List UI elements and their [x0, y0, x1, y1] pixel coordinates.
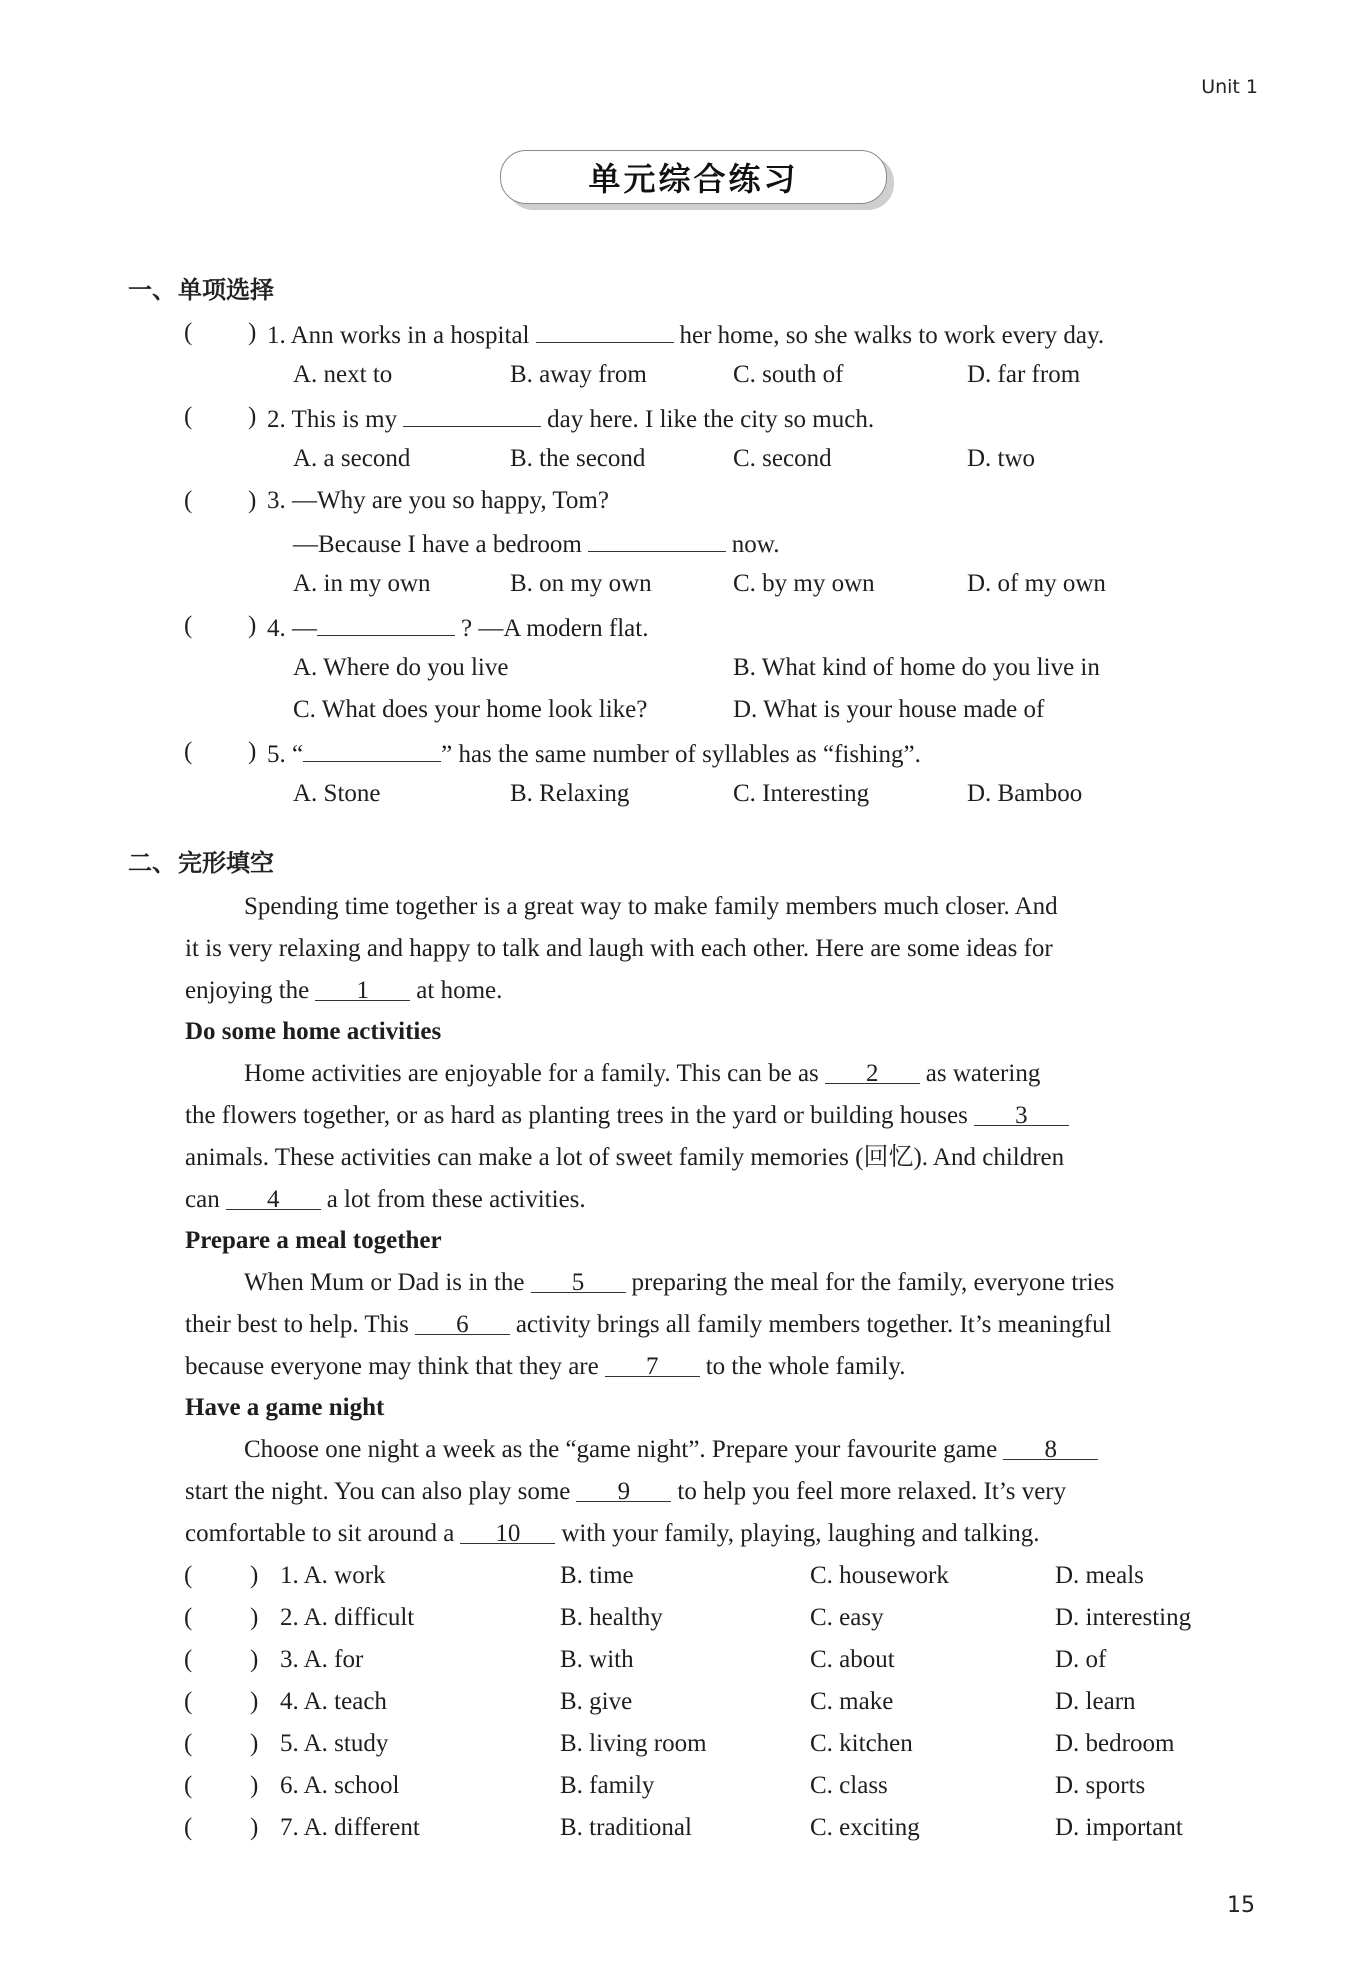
subheading-game-night: Have a game night: [185, 1394, 385, 1421]
answer-blank[interactable]: [317, 611, 455, 636]
option-b: B. What kind of home do you live in: [733, 654, 1100, 681]
passage-line: [185, 1310, 1112, 1340]
answer-paren[interactable]: (: [184, 612, 193, 639]
passage-line: [185, 1185, 586, 1215]
section-2-title: 完形填空: [178, 849, 274, 877]
answer-paren-close: ): [250, 1562, 259, 1589]
cloze-blank-7[interactable]: 7: [605, 1352, 700, 1377]
question-3-stem: 3. —Why are you so happy, Tom?: [267, 487, 609, 514]
passage-text: comfortable to sit around a: [185, 1520, 455, 1547]
answer-blank[interactable]: [403, 402, 541, 427]
answer-blank[interactable]: [303, 737, 441, 762]
option-d: D. learn: [1055, 1688, 1136, 1715]
option-b: B. time: [560, 1562, 634, 1589]
passage-text: Choose one night a week as the “game night”. Prepare your favourite game: [244, 1436, 998, 1463]
option-a: 3. A. for: [280, 1646, 364, 1673]
title-box: [500, 150, 887, 204]
passage-line: [244, 1435, 1104, 1465]
passage-text: When Mum or Dad is in the: [244, 1269, 525, 1296]
answer-blank[interactable]: [588, 527, 726, 552]
subheading-prepare-meal: Prepare a meal together: [185, 1227, 442, 1254]
answer-paren-close: ): [250, 1604, 259, 1631]
answer-paren[interactable]: (: [184, 1814, 193, 1841]
answer-paren[interactable]: (: [184, 738, 193, 765]
option-a: 6. A. school: [280, 1772, 400, 1799]
question-1-stem-end: her home, so she walks to work every day.: [679, 322, 1105, 349]
section-1-heading: [128, 270, 274, 305]
page-number: 15: [1227, 1893, 1255, 1918]
option-b: B. family: [560, 1772, 655, 1799]
cloze-blank-9[interactable]: 9: [576, 1477, 671, 1502]
option-b: B. living room: [560, 1730, 707, 1757]
option-a: 4. A. teach: [280, 1688, 387, 1715]
answer-paren-close: ): [250, 1814, 259, 1841]
passage-line: [185, 1352, 905, 1382]
passage-text: as watering: [925, 1060, 1041, 1087]
option-d: D. bedroom: [1055, 1730, 1175, 1757]
subheading-home-activities: Do some home activities: [185, 1018, 442, 1045]
option-a: 7. A. different: [280, 1814, 420, 1841]
option-c: C. second: [733, 445, 832, 472]
option-a: A. Where do you live: [293, 654, 509, 681]
passage-line: [185, 1101, 1075, 1131]
answer-paren-close: ): [248, 487, 257, 514]
answer-paren-close: ): [248, 319, 257, 346]
option-b: B. the second: [510, 445, 646, 472]
passage-line: [185, 1477, 1066, 1507]
option-d: D. sports: [1055, 1772, 1146, 1799]
option-a: 1. A. work: [280, 1562, 386, 1589]
answer-paren[interactable]: (: [184, 403, 193, 430]
option-a: 2. A. difficult: [280, 1604, 415, 1631]
option-b: B. healthy: [560, 1604, 663, 1631]
cloze-blank-4[interactable]: 4: [226, 1185, 321, 1210]
passage-text: with your family, playing, laughing and talking.: [561, 1520, 1040, 1547]
section-2-heading: [128, 843, 274, 878]
cloze-blank-5[interactable]: 5: [531, 1268, 626, 1293]
passage-text: preparing the meal for the family, everyone tries: [631, 1269, 1115, 1296]
option-c: C. class: [810, 1772, 888, 1799]
option-a: 5. A. study: [280, 1730, 389, 1757]
passage-line: Spending time together is a great way to make family members much closer. And: [244, 893, 1058, 920]
option-a: A. next to: [293, 361, 393, 388]
question-4-stem: 4. —: [267, 615, 317, 642]
answer-paren-close: ): [248, 403, 257, 430]
question-2-stem-end: day here. I like the city so much.: [547, 406, 875, 433]
option-a: A. a second: [293, 445, 411, 472]
section-1-number: 一、: [128, 276, 176, 304]
option-d: D. meals: [1055, 1562, 1144, 1589]
cloze-blank-8[interactable]: 8: [1003, 1435, 1098, 1460]
option-d: D. of my own: [967, 570, 1106, 597]
cloze-blank-1[interactable]: 1: [315, 976, 410, 1001]
option-b: B. away from: [510, 361, 647, 388]
option-c: C. Interesting: [733, 780, 870, 807]
answer-paren-close: ): [248, 738, 257, 765]
option-b: B. traditional: [560, 1814, 692, 1841]
option-c: C. kitchen: [810, 1730, 913, 1757]
option-d: D. of: [1055, 1646, 1107, 1673]
passage-text: their best to help. This: [185, 1311, 409, 1338]
option-c: C. south of: [733, 361, 844, 388]
question-3-line-2: —Because I have a bedroom: [293, 531, 582, 558]
question-5-stem-end: ” has the same number of syllables as “fishing”.: [441, 741, 921, 768]
passage-line: it is very relaxing and happy to talk and laugh with each other. Here are some ideas for: [185, 935, 1053, 962]
option-a: A. Stone: [293, 780, 381, 807]
passage-text: at home.: [416, 977, 503, 1004]
answer-paren-close: ): [250, 1730, 259, 1757]
option-b: B. give: [560, 1688, 633, 1715]
answer-paren-close: ): [250, 1646, 259, 1673]
option-c: C. easy: [810, 1604, 884, 1631]
passage-line: [244, 1268, 1114, 1298]
answer-paren[interactable]: (: [184, 487, 193, 514]
answer-paren[interactable]: (: [184, 1646, 193, 1673]
passage-text: the flowers together, or as hard as planting trees in the yard or building houses: [185, 1102, 968, 1129]
page-title: 单元综合练习: [588, 160, 799, 198]
answer-paren[interactable]: (: [184, 1688, 193, 1715]
answer-paren[interactable]: (: [184, 1730, 193, 1757]
section-2-number: 二、: [128, 849, 176, 877]
section-1-title: 单项选择: [178, 276, 274, 304]
question-5-stem: 5. “: [267, 741, 304, 768]
passage-text: to help you feel more relaxed. It’s very: [677, 1478, 1067, 1505]
option-b: B. Relaxing: [510, 780, 630, 807]
question-2-stem: 2. This is my: [267, 406, 398, 433]
answer-paren[interactable]: (: [184, 1772, 193, 1799]
option-d: D. interesting: [1055, 1604, 1192, 1631]
cloze-blank-3[interactable]: 3: [974, 1101, 1069, 1126]
answer-paren[interactable]: (: [184, 1604, 193, 1631]
passage-text: to the whole family.: [705, 1353, 906, 1380]
passage-text: a lot from these activities.: [326, 1186, 586, 1213]
cloze-blank-6[interactable]: 6: [415, 1310, 510, 1335]
answer-paren-close: ): [250, 1772, 259, 1799]
option-d: D. far from: [967, 361, 1081, 388]
passage-text: because everyone may think that they are: [185, 1353, 599, 1380]
option-c: C. by my own: [733, 570, 875, 597]
option-c: C. make: [810, 1688, 894, 1715]
cloze-blank-2[interactable]: 2: [825, 1059, 920, 1084]
answer-paren-close: ): [248, 612, 257, 639]
option-d: D. Bamboo: [967, 780, 1083, 807]
option-b: B. on my own: [510, 570, 652, 597]
option-d: D. important: [1055, 1814, 1183, 1841]
passage-text: activity brings all family members together. It’s meaningful: [515, 1311, 1112, 1338]
option-c: C. about: [810, 1646, 895, 1673]
unit-label: Unit 1: [1201, 76, 1258, 98]
answer-paren-close: ): [250, 1688, 259, 1715]
answer-paren[interactable]: (: [184, 1562, 193, 1589]
answer-paren[interactable]: (: [184, 319, 193, 346]
option-c: C. housework: [810, 1562, 949, 1589]
passage-text: enjoying the: [185, 977, 310, 1004]
passage-line: [244, 1059, 1040, 1089]
passage-text: start the night. You can also play some: [185, 1478, 571, 1505]
option-a: A. in my own: [293, 570, 431, 597]
passage-text: Home activities are enjoyable for a family. This can be as: [244, 1060, 819, 1087]
option-d: D. two: [967, 445, 1036, 472]
option-d: D. What is your house made of: [733, 696, 1045, 723]
option-b: B. with: [560, 1646, 634, 1673]
passage-line: animals. These activities can make a lot of sweet family memories (回忆). And children: [185, 1144, 1065, 1171]
option-c: C. What does your home look like?: [293, 696, 648, 723]
passage-line: [185, 1519, 1040, 1549]
question-4-stem-end: ? —A modern flat.: [461, 615, 649, 642]
question-3-line-2-end: now.: [731, 531, 780, 558]
passage-text: can: [185, 1186, 220, 1213]
option-c: C. exciting: [810, 1814, 920, 1841]
answer-blank[interactable]: [536, 318, 674, 343]
question-1-stem: 1. Ann works in a hospital: [267, 322, 530, 349]
cloze-blank-10[interactable]: 10: [460, 1519, 555, 1544]
passage-line: [185, 976, 502, 1006]
